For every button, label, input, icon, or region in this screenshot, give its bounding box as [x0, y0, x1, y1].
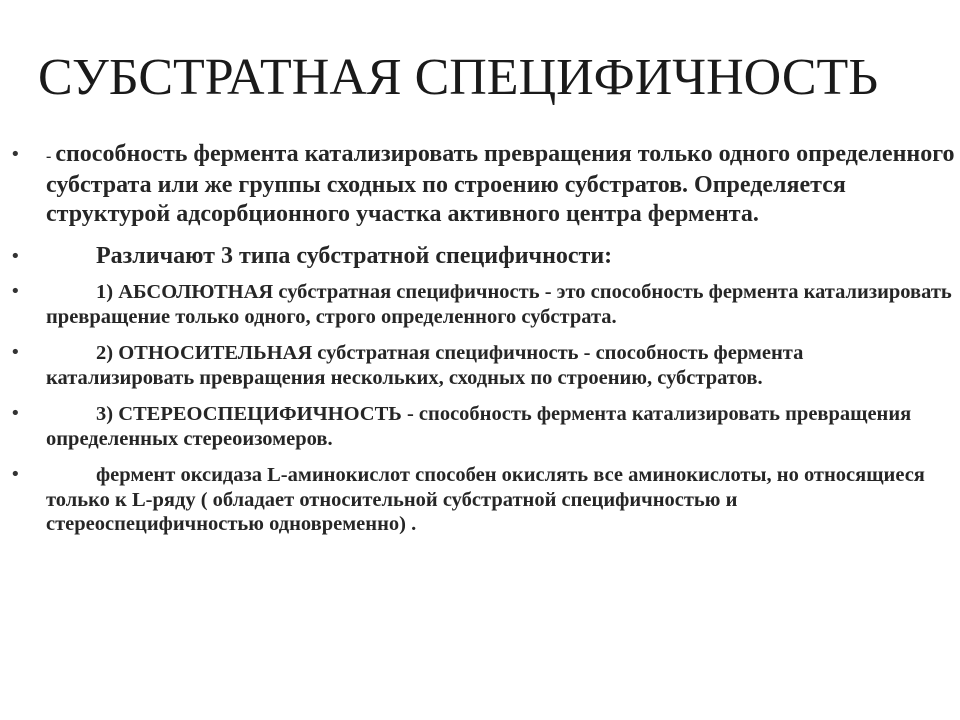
bullet-icon: •	[10, 281, 21, 302]
bullet-item-absolute	[10, 280, 955, 329]
bullet-icon: •	[10, 342, 21, 363]
stereo-text: - способность фермента катализировать превращения определенных стереоизомеров.	[46, 403, 912, 450]
bullet-icon: •	[10, 144, 21, 165]
absolute-text: субстратная специфичность - это способность фермента катализировать превращение только одного, строго определенного субстрата.	[46, 281, 952, 328]
dash-prefix: -	[46, 148, 56, 165]
bullet-item-stereospecificity	[10, 402, 955, 451]
example-text: фермент оксидаза L-аминокислот способен окислять все аминокислоты, но относящиеся только к L-ряду ( обладает относительной субстратной специфичностью и стереоспецифичностью одновременно) .	[46, 464, 925, 535]
bullet-item-definition	[10, 140, 955, 229]
relative-text: субстратная специфичность - способность фермента катализировать превращения нескольких, сходных по строению, субстратов.	[46, 342, 804, 389]
relative-heading: 2) ОТНОСИТЕЛЬНАЯ	[96, 342, 313, 364]
bullet-item-relative	[10, 341, 955, 390]
bullet-icon: •	[10, 246, 21, 267]
absolute-heading: 1) АБСОЛЮТНАЯ	[96, 281, 274, 303]
bullet-item-example	[10, 463, 955, 537]
definition-text: способность фермента катализировать превращения только одного определенного субстрата или же группы сходных по строению субстратов. Определяется структурой адсорбционного участка активного центра фермента.	[46, 141, 955, 227]
types-intro-text: Различают 3 типа субстратной специфичности:	[96, 243, 613, 269]
bullet-item-types-intro	[10, 242, 955, 271]
bullet-icon: •	[10, 464, 21, 485]
bullet-list	[10, 136, 955, 537]
stereo-heading: 3) СТЕРЕОСПЕЦИФИЧНОСТЬ	[96, 403, 402, 425]
bullet-icon: •	[10, 403, 21, 424]
slide-title: СУБСТРАТНАЯ СПЕЦИФИЧНОСТЬ	[38, 49, 879, 106]
